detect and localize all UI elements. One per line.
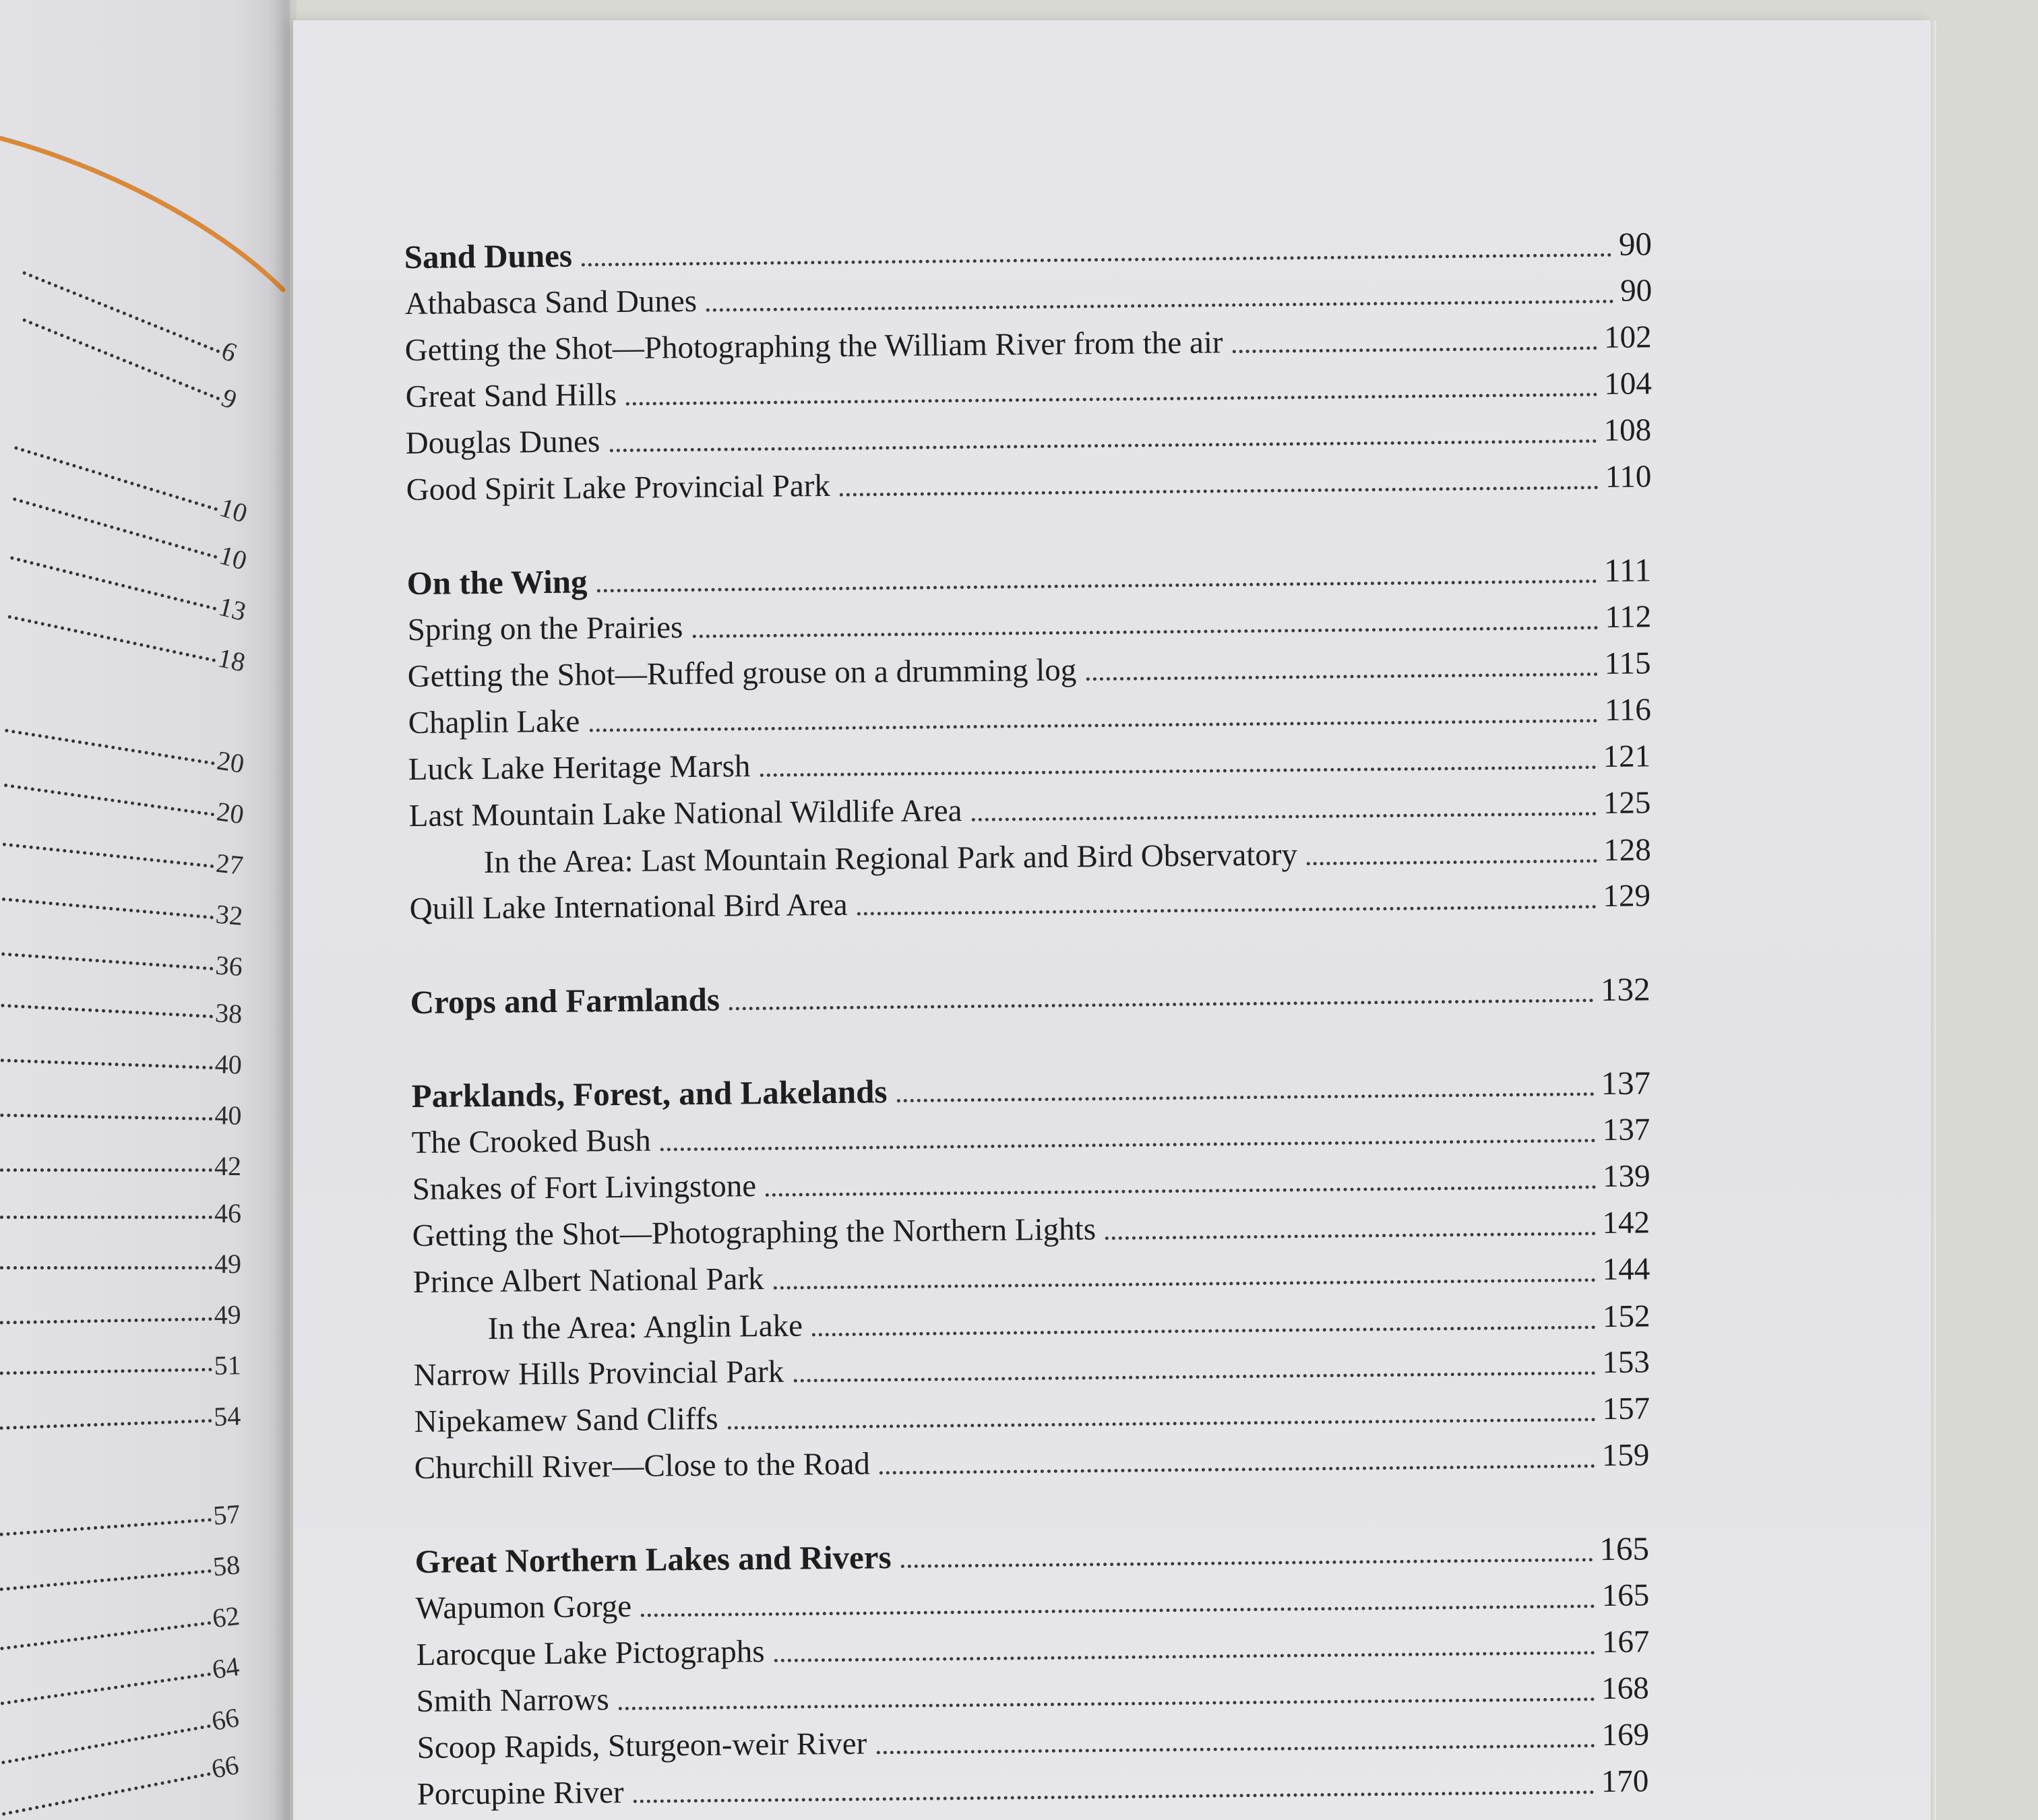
- toc-section-heading: [404, 222, 1652, 276]
- entry-title: In the Area: Last Mountain Regional Park and Bird Observatory: [483, 837, 1297, 881]
- toc-entry: [406, 408, 1652, 462]
- toc-section-heading: [407, 548, 1652, 602]
- left-page-number: 6: [217, 334, 241, 369]
- left-page-number: 20: [214, 745, 247, 780]
- dot-leader: [766, 1185, 1596, 1197]
- dot-leader: [760, 765, 1597, 777]
- page-number: 137: [1600, 1064, 1650, 1102]
- toc-section-heading: [410, 968, 1650, 1022]
- left-page-number: 49: [214, 1249, 241, 1279]
- toc-entry: [412, 1201, 1650, 1255]
- toc-entry: [415, 1573, 1649, 1627]
- dot-leader: [660, 1139, 1596, 1151]
- page-number: 90: [1618, 225, 1653, 263]
- entry-title: Great Sand Hills: [405, 377, 617, 415]
- left-page-number: 57: [212, 1498, 241, 1531]
- page-number: 132: [1601, 970, 1651, 1009]
- dot-leader: [901, 1558, 1593, 1568]
- dot-leader: [634, 1790, 1595, 1803]
- entry-title: Quill Lake International Bird Area: [409, 887, 848, 927]
- left-page-number: 42: [214, 1151, 241, 1181]
- dot-leader: [626, 393, 1597, 406]
- page-number: 168: [1601, 1670, 1650, 1707]
- toc-entry: [408, 641, 1651, 695]
- page-number: 157: [1602, 1391, 1650, 1427]
- toc-entry: [412, 1247, 1650, 1301]
- left-page-number: 32: [214, 898, 245, 931]
- dot-leader: [793, 1371, 1595, 1382]
- page-number: 167: [1601, 1624, 1650, 1660]
- toc-entry: [412, 1108, 1650, 1162]
- left-page-number: 27: [214, 847, 245, 881]
- dot-leader: [774, 1651, 1595, 1662]
- dot-leader: [610, 439, 1597, 452]
- left-page-number: 9: [217, 381, 241, 416]
- entry-title: Douglas Dunes: [405, 424, 600, 462]
- entry-title: Getting the Shot—Ruffed grouse on a drumming log: [407, 652, 1077, 695]
- dot-leader: [972, 812, 1597, 821]
- toc-entry: [414, 1433, 1650, 1487]
- page-number: 165: [1601, 1577, 1650, 1614]
- dot-leader: [727, 1418, 1595, 1429]
- page-number: 139: [1602, 1158, 1650, 1195]
- dot-leader: [589, 719, 1598, 732]
- toc-entry: [487, 1294, 1650, 1348]
- entry-title: Athabasca Sand Dunes: [404, 283, 697, 322]
- entry-title: Snakes of Fort Livingstone: [412, 1168, 757, 1207]
- dot-leader: [857, 905, 1597, 916]
- page-number: 152: [1602, 1298, 1650, 1335]
- toc-entry: [408, 781, 1650, 835]
- left-page-number: 49: [214, 1299, 241, 1330]
- dot-leader: [774, 1278, 1596, 1290]
- page-number: 165: [1599, 1530, 1650, 1568]
- toc-entry: [413, 1340, 1650, 1394]
- entry-title: Spring on the Prairies: [407, 610, 683, 648]
- page-number: 108: [1603, 412, 1652, 448]
- dot-leader: [619, 1697, 1595, 1710]
- entry-title: Prince Albert National Park: [412, 1261, 764, 1300]
- page-number: 112: [1604, 599, 1652, 635]
- left-page-number: 40: [214, 1100, 242, 1131]
- page-number: 159: [1601, 1437, 1650, 1474]
- entry-title: Porcupine River: [416, 1775, 625, 1812]
- left-page-number: 66: [209, 1701, 241, 1737]
- dot-leader: [1307, 859, 1597, 865]
- left-page-number: 46: [214, 1198, 241, 1228]
- page-number: 169: [1601, 1717, 1650, 1753]
- section-title: Parklands, Forest, and Lakelands: [411, 1073, 888, 1115]
- toc-entry: [412, 1154, 1650, 1208]
- left-page-number: 10: [216, 491, 251, 529]
- left-page-number: 62: [210, 1600, 241, 1634]
- section-title: On the Wing: [406, 563, 588, 602]
- toc-entry: [406, 455, 1651, 509]
- page-number: 102: [1603, 319, 1652, 355]
- entry-title: Nipekamew Sand Cliffs: [414, 1401, 718, 1439]
- page-number: 115: [1604, 646, 1652, 681]
- dot-leader: [582, 253, 1612, 267]
- toc-entry: [414, 1387, 1650, 1441]
- toc-entry: [416, 1620, 1649, 1674]
- entry-title: Larocque Lake Pictographs: [416, 1634, 765, 1672]
- left-page-number: 51: [214, 1350, 241, 1381]
- toc-entry: [405, 362, 1652, 416]
- dot-leader: [729, 999, 1594, 1010]
- entry-title: Good Spirit Lake Provincial Park: [406, 468, 831, 508]
- left-page-number: 36: [214, 949, 244, 982]
- toc-entry: [407, 595, 1651, 649]
- entry-title: Wapumon Gorge: [415, 1588, 632, 1626]
- entry-title: The Crooked Bush: [411, 1123, 652, 1161]
- dot-leader: [879, 1464, 1595, 1474]
- toc-entry: [483, 828, 1651, 881]
- toc-section-heading: [415, 1527, 1650, 1581]
- left-page-number: 38: [214, 997, 243, 1030]
- entry-title: Chaplin Lake: [408, 703, 580, 741]
- left-page-number: 13: [216, 590, 249, 627]
- page-number: 121: [1603, 739, 1651, 774]
- dot-leader: [896, 1092, 1594, 1102]
- dot-leader: [692, 626, 1598, 638]
- page-number: 110: [1605, 459, 1652, 495]
- section-title: Crops and Farmlands: [410, 980, 720, 1021]
- page-number: 104: [1603, 366, 1652, 402]
- left-page-number: 40: [214, 1048, 243, 1080]
- dot-leader: [840, 486, 1599, 497]
- dot-leader: [1233, 346, 1598, 353]
- page-number: 137: [1602, 1112, 1650, 1148]
- page-number: 111: [1603, 551, 1652, 589]
- dot-leader: [641, 1604, 1595, 1617]
- entry-title: Scoop Rapids, Sturgeon-weir River: [416, 1726, 867, 1765]
- entry-title: Churchill River—Close to the Road: [414, 1446, 871, 1486]
- page-number: 144: [1602, 1251, 1650, 1288]
- dot-leader: [812, 1325, 1596, 1336]
- dot-leader: [1105, 1232, 1596, 1240]
- entry-title: Narrow Hills Provincial Park: [413, 1354, 784, 1393]
- page-number: 125: [1603, 785, 1651, 821]
- dot-leader: [876, 1744, 1595, 1754]
- page-number: 170: [1601, 1763, 1649, 1800]
- toc-entry: [408, 734, 1651, 788]
- page-number: 128: [1603, 832, 1651, 869]
- left-page-number: 20: [214, 796, 246, 830]
- page-number: 153: [1602, 1344, 1650, 1381]
- toc-entry: [408, 688, 1651, 742]
- left-page-number: 54: [213, 1400, 241, 1432]
- entry-title: Smith Narrows: [416, 1682, 610, 1719]
- toc-entry: [404, 269, 1652, 323]
- dot-leader: [1086, 672, 1599, 681]
- page-number: 142: [1602, 1205, 1650, 1241]
- page-number: 90: [1619, 273, 1653, 309]
- left-page-number: 58: [212, 1549, 241, 1582]
- left-page-number: 66: [208, 1749, 241, 1784]
- entry-title: Last Mountain Lake National Wildlife Area: [408, 793, 962, 834]
- entry-title: Getting the Shot—Photographing the Northern Lights: [412, 1212, 1097, 1254]
- toc-entry: [405, 315, 1652, 369]
- left-page-number: 64: [210, 1651, 241, 1685]
- page-number: 129: [1603, 878, 1651, 914]
- toc-section-heading: [411, 1061, 1650, 1115]
- dot-leader: [706, 300, 1613, 312]
- left-page-number: 10: [216, 539, 251, 576]
- toc-entry: [417, 1759, 1649, 1813]
- entry-title: Getting the Shot—Photographing the William River from the air: [404, 325, 1223, 369]
- entry-title: Luck Lake Heritage Marsh: [408, 749, 751, 788]
- entry-title: In the Area: Anglin Lake: [487, 1308, 803, 1347]
- toc-entry: [410, 874, 1651, 928]
- toc-entry: [416, 1666, 1650, 1720]
- left-page-number: 18: [215, 642, 249, 678]
- dot-leader: [597, 579, 1598, 592]
- toc-entry: [416, 1713, 1649, 1767]
- section-title: Sand Dunes: [404, 237, 573, 276]
- section-title: Great Northern Lakes and Rivers: [414, 1538, 892, 1580]
- page-number: 116: [1604, 692, 1651, 728]
